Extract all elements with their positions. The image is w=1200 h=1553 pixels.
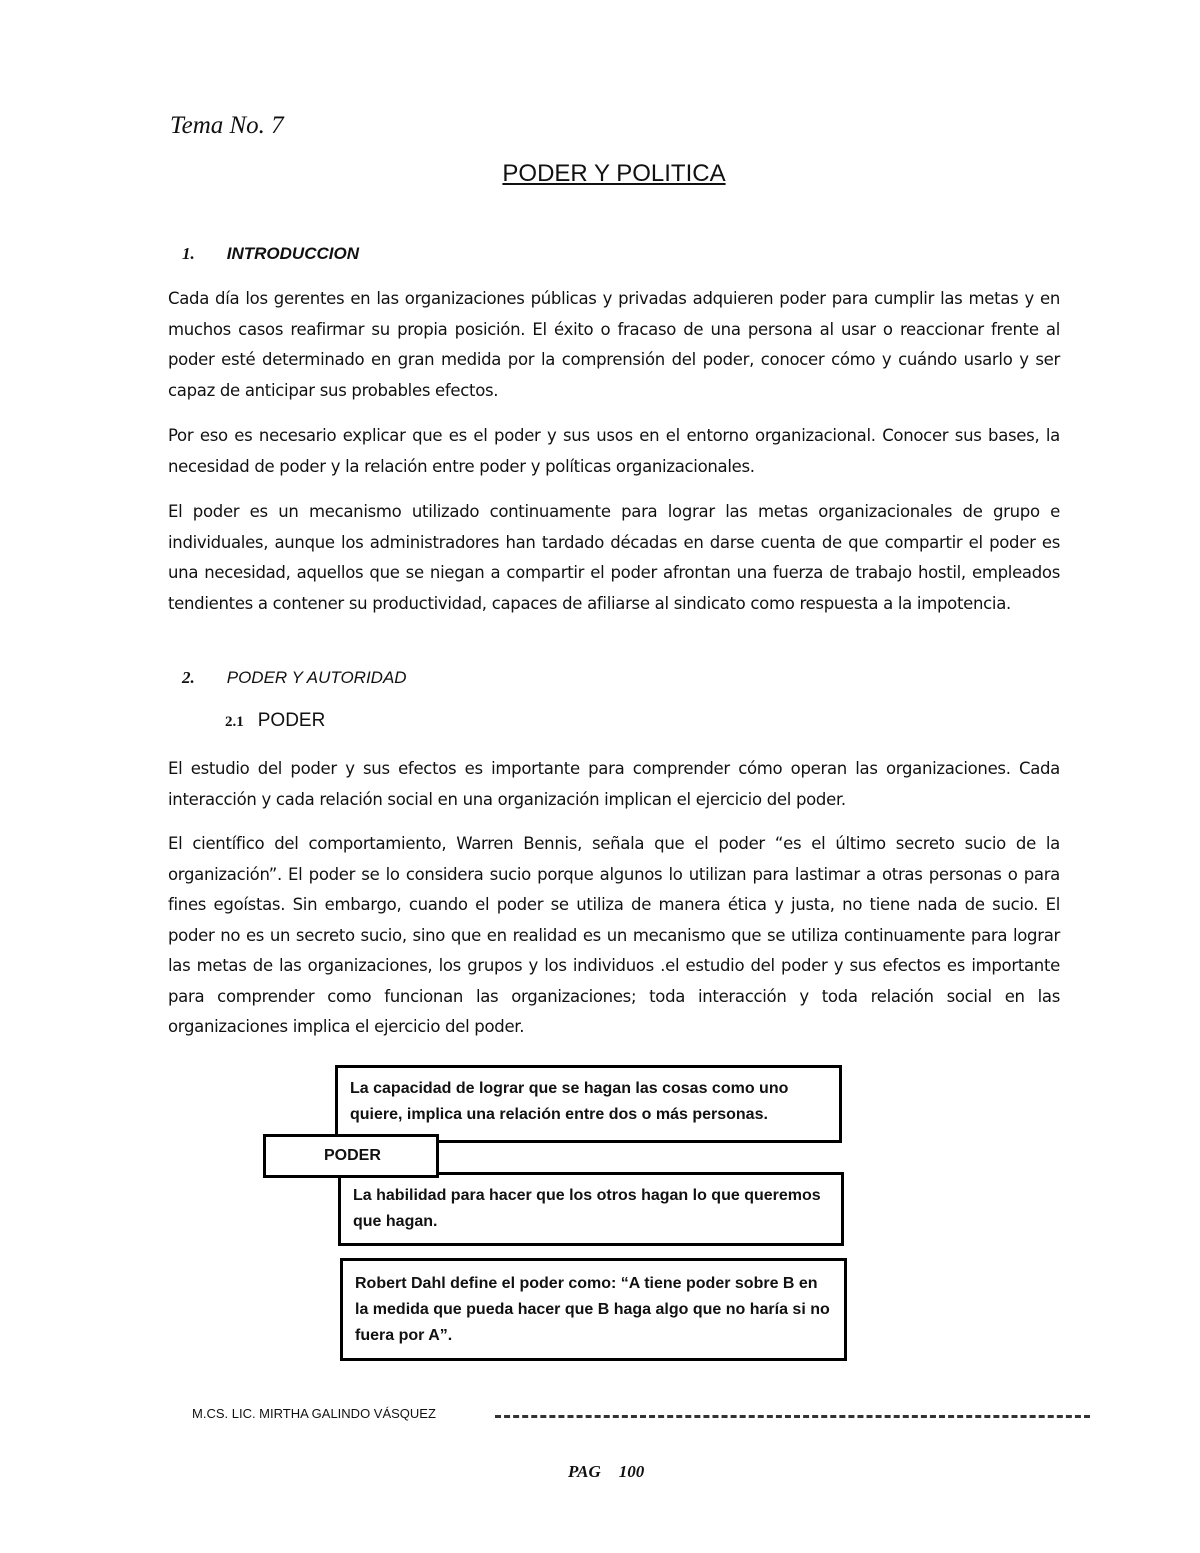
subsection-number: 2.1 <box>225 714 244 730</box>
page-number-value: 100 <box>618 1462 645 1481</box>
poder-center-box: PODER <box>263 1134 439 1178</box>
definition-box-2: La habilidad para hacer que los otros hagan lo que queremos que hagan. <box>338 1172 844 1246</box>
subsection-label: PODER <box>257 710 326 731</box>
page-title: PODER Y POLITICA <box>502 160 726 187</box>
paragraph-poder-1: El estudio del poder y sus efectos es importante para comprender cómo operan las organizaciones. Cada interacción y cada relación social en una organización implican el ejercicio del poder. <box>168 759 1060 809</box>
section-label: INTRODUCCION <box>226 244 359 263</box>
topic-number: Tema No. 7 <box>170 112 284 139</box>
section-label: PODER Y AUTORIDAD <box>226 668 407 687</box>
definition-box-dahl: Robert Dahl define el poder como: “A tiene poder sobre B en la medida que pueda hacer que B haga algo que no haría si no fuera por A”. <box>340 1258 847 1361</box>
section-heading-introduccion <box>182 244 359 264</box>
footer-dashed-rule <box>495 1415 1090 1418</box>
paragraph-intro-1: Cada día los gerentes en las organizaciones públicas y privadas adquieren poder para cumplir las metas y en muchos casos reafirmar su propia posición. El éxito o fracaso de una persona al usar o reaccionar frente al poder esté determinado en gran medida por la comprensión del poder, conocer cómo y cuándo usarlo y ser capaz de anticipar sus probables efectos. <box>168 289 1060 400</box>
section-number: 1. <box>182 244 195 263</box>
footer-author: M.CS. LIC. MIRTHA GALINDO VÁSQUEZ <box>192 1406 436 1421</box>
section-heading-poder-autoridad <box>182 668 407 688</box>
definition-box-1: La capacidad de lograr que se hagan las cosas como uno quiere, implica una relación entre dos o más personas. <box>335 1065 842 1143</box>
page-label: PAG <box>568 1462 601 1481</box>
paragraph-poder-2: El científico del comportamiento, Warren Bennis, señala que el poder “es el último secreto sucio de la organización”. El poder se lo considera sucio porque algunos lo utilizan para lastimar a otras personas o para fines egoístas. Sin embargo, cuando el poder se utiliza de manera ética y justa, no tiene nada de sucio. El poder no es un secreto sucio, sino que en realidad es un mecanismo que se utiliza continuamente para lograr las metas de las organizaciones, los grupos y los individuos .el estudio del poder y sus efectos es importante para comprender como funcionan las organizaciones; toda interacción y toda relación social en las organizaciones implica el ejercicio del poder. <box>168 834 1060 1036</box>
paragraph-intro-2: Por eso es necesario explicar que es el poder y sus usos en el entorno organizacional. Conocer sus bases, la necesidad de poder y la relación entre poder y políticas organizacionales. <box>168 426 1060 476</box>
page-number <box>568 1462 644 1482</box>
section-number: 2. <box>182 668 195 687</box>
paragraph-intro-3: El poder es un mecanismo utilizado continuamente para lograr las metas organizacionales de grupo e individuales, aunque los administradores han tardado décadas en darse cuenta de que compartir el poder es una necesidad, aquellos que se niegan a compartir el poder afrontan una fuerza de trabajo hostil, empleados tendientes a contener su productividad, capaces de afiliarse al sindicato como respuesta a la impotencia. <box>168 502 1060 613</box>
subsection-heading-poder <box>225 710 325 732</box>
